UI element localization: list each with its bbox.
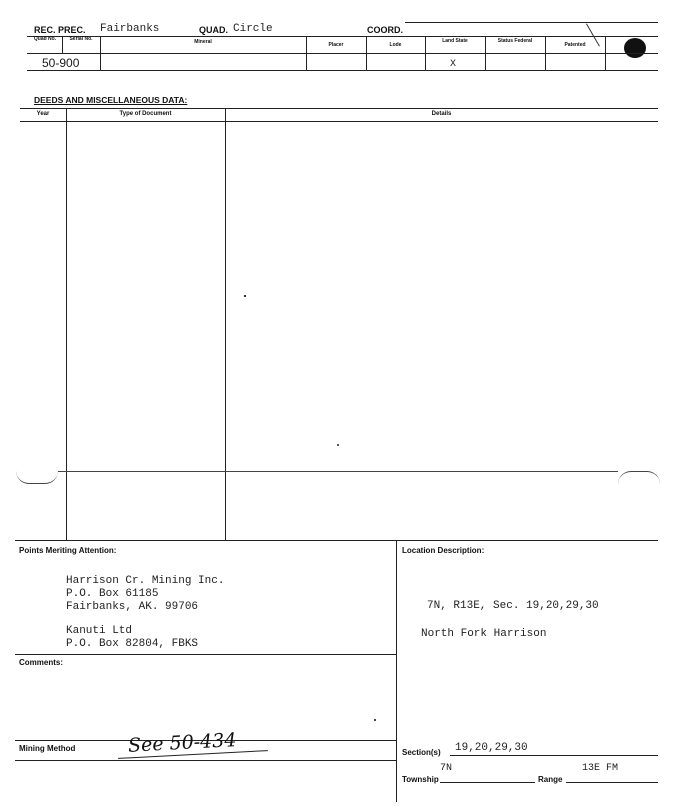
sections-underline xyxy=(450,755,658,756)
quad-label: QUAD. xyxy=(199,25,228,35)
points-line: P.O. Box 61185 xyxy=(66,588,159,600)
range-value: 13E FM xyxy=(582,763,619,774)
sep-land-status xyxy=(485,37,486,71)
col-land-state: Land State xyxy=(442,38,468,44)
sep-status-patented xyxy=(545,37,546,71)
coord-underline xyxy=(405,22,658,23)
record-land-state-mark: X xyxy=(450,59,457,70)
col-patented: Patented xyxy=(564,42,586,48)
coord-label: COORD. xyxy=(367,25,403,35)
col-status-federal: Status Federal xyxy=(497,38,533,44)
range-label: Range xyxy=(538,775,563,784)
deeds-sep-type-details xyxy=(225,108,226,540)
col-serial-no: Serial No. xyxy=(69,36,93,42)
points-line: Fairbanks, AK. 99706 xyxy=(66,601,199,613)
points-lines xyxy=(66,575,224,651)
sep-serial-mineral xyxy=(100,37,101,71)
speck xyxy=(244,295,246,297)
fold-curve-right xyxy=(618,471,660,484)
location-label: Location Description: xyxy=(402,546,485,555)
sections-label: Section(s) xyxy=(402,748,441,757)
comments-label: Comments: xyxy=(19,658,64,667)
mining-method-handwritten: See 50-434 xyxy=(127,729,237,757)
bottom-center-divider xyxy=(396,540,397,802)
comments-rule xyxy=(15,654,396,655)
speck xyxy=(374,719,376,721)
quad-value: Circle xyxy=(233,23,273,35)
col-lode: Lode xyxy=(389,42,402,48)
township-value: 7N xyxy=(440,763,453,774)
points-line: Kanuti Ltd xyxy=(66,625,133,637)
sep-mineral-placer xyxy=(306,37,307,71)
sep-placer-lode xyxy=(366,37,367,71)
header-rule xyxy=(27,36,658,37)
range-underline xyxy=(566,782,658,783)
fold-curve-left xyxy=(16,471,58,484)
record-value-quad-serial: 50-900 xyxy=(42,56,80,70)
sections-value: 19,20,29,30 xyxy=(455,742,528,754)
bottom-top-rule xyxy=(15,540,658,541)
fold-line xyxy=(58,471,618,472)
points-line: Harrison Cr. Mining Inc. xyxy=(66,575,225,587)
punch-hole-mark xyxy=(624,38,646,58)
deeds-sep-year-type xyxy=(66,108,67,540)
points-label: Points Meriting Attention: xyxy=(19,546,117,555)
rec-prec-label: REC. PREC. xyxy=(34,25,86,35)
col-placer: Placer xyxy=(328,42,344,48)
points-line: P.O. Box 82804, FBKS xyxy=(66,638,199,650)
column-header-rule xyxy=(27,53,658,54)
deeds-col-type: Type of Document xyxy=(119,111,172,117)
col-quad-no: Quad No. xyxy=(33,36,57,42)
speck xyxy=(337,444,339,446)
record-row-rule xyxy=(27,70,658,71)
sep-lode-land xyxy=(425,37,426,71)
sep-quad-serial xyxy=(62,37,63,53)
deeds-section-title: DEEDS AND MISCELLANEOUS DATA: xyxy=(34,95,188,105)
deeds-col-year: Year xyxy=(36,111,50,117)
township-underline xyxy=(440,782,535,783)
sep-patented-end xyxy=(605,37,606,71)
township-label: Township xyxy=(402,775,439,784)
points-line xyxy=(66,614,224,625)
mining-method-label: Mining Method xyxy=(19,744,76,753)
deeds-header-rule xyxy=(20,121,658,122)
deeds-top-rule xyxy=(20,108,658,109)
deeds-col-details: Details xyxy=(431,111,452,117)
rec-prec-value: Fairbanks xyxy=(100,23,160,35)
location-line-2: North Fork Harrison xyxy=(421,628,547,640)
col-mineral: Mineral xyxy=(194,39,212,45)
location-line-1: 7N, R13E, Sec. 19,20,29,30 xyxy=(427,600,599,612)
mining-method-bottom-rule xyxy=(15,760,396,761)
